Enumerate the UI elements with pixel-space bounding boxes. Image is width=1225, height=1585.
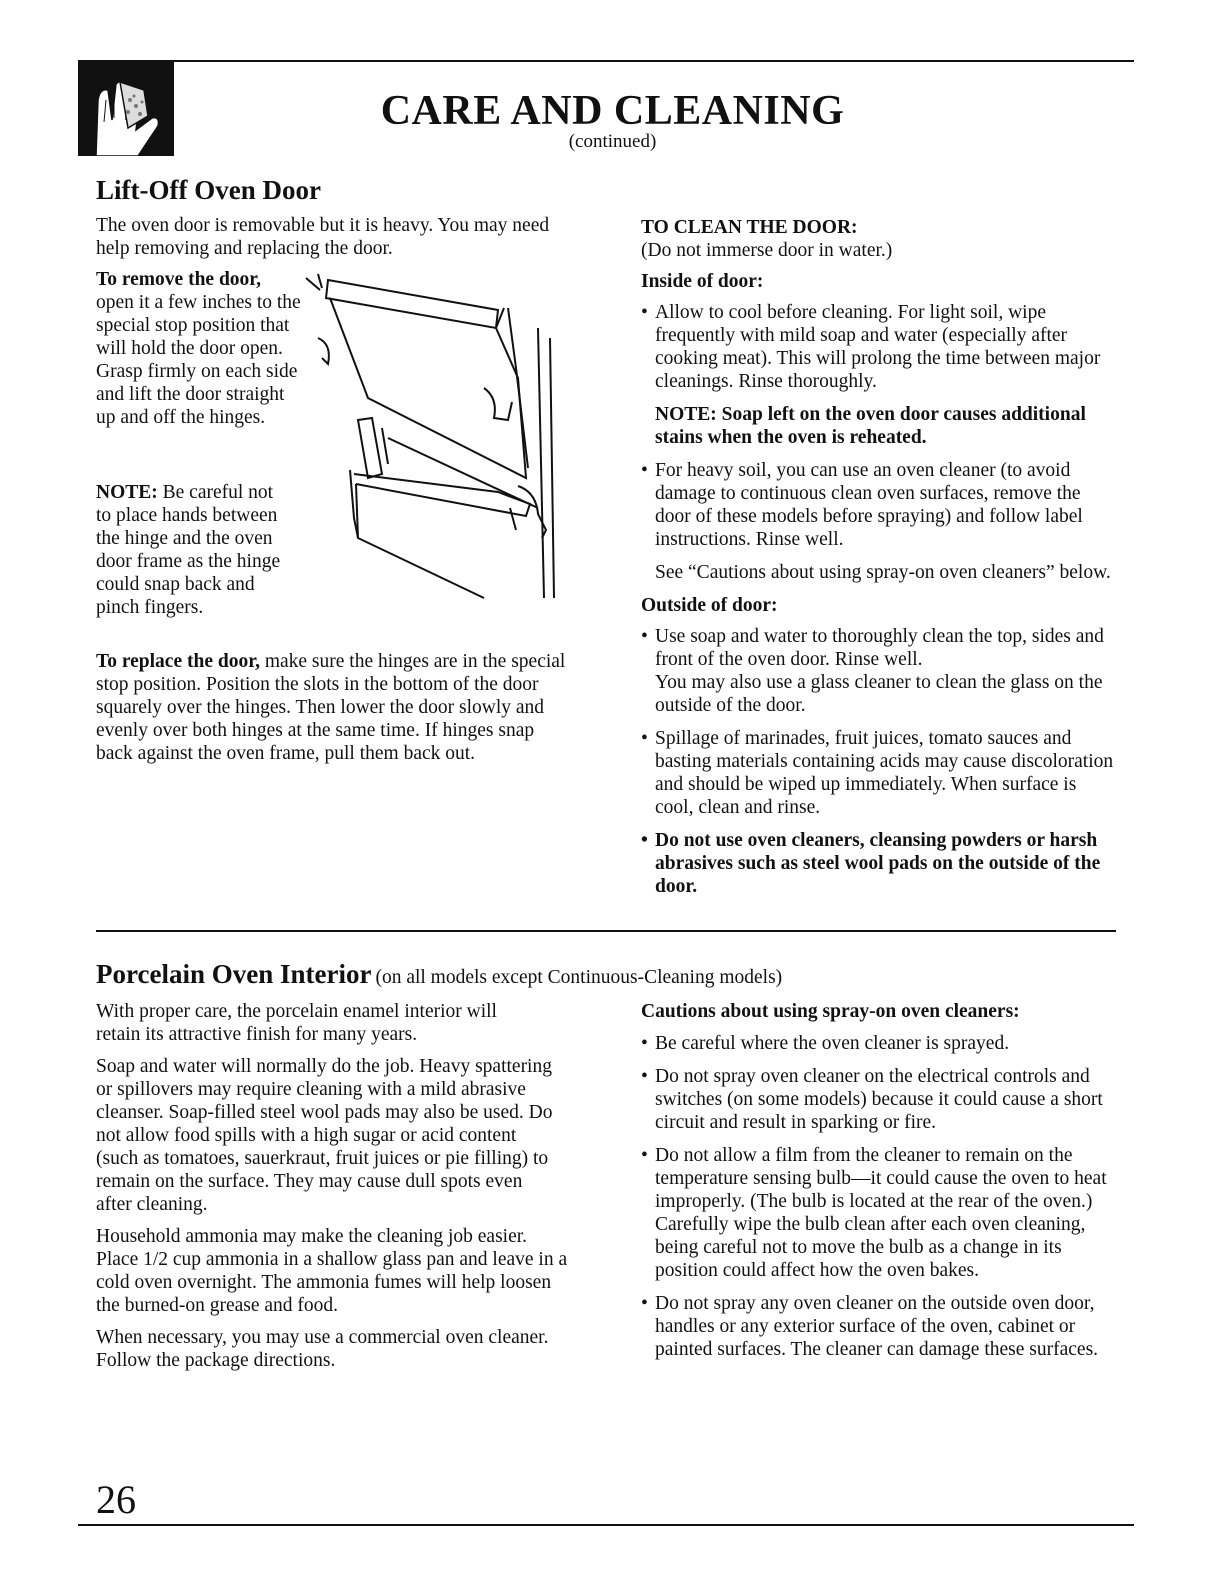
bottom-rule: [78, 1524, 1134, 1526]
clean-door-heading: TO CLEAN THE DOOR:: [641, 217, 858, 238]
lift-off-intro: The oven door is removable but it is heavy. You may need help removing and replacing the door.: [96, 215, 550, 259]
porcelain-p4: When necessary, you may use a commercial oven cleaner. Follow the package directions.: [96, 1327, 549, 1371]
remove-door-lead: To remove the door,: [96, 269, 262, 290]
list-item: • Do not use oven cleaners, cleansing powders or harsh abrasives such as steel wool pads on the outside of the door.: [641, 830, 1101, 897]
porcelain-section: [96, 1000, 571, 1372]
cautions-list: [641, 1032, 1116, 1361]
porcelain-heading: [96, 958, 1116, 990]
soap-note: NOTE: Soap left on the oven door causes additional stains when the oven is reheated.: [655, 404, 1086, 448]
lift-off-heading: Lift-Off Oven Door: [96, 175, 321, 205]
list-item: • Use soap and water to thoroughly clean the top, sides and front of the oven door. Rinse well.: [641, 626, 1104, 670]
list-item: • Do not spray any oven cleaner on the outside oven door, handles or any exterior surface of the oven, cabinet or painted surfaces. The cleaner can damage these surfaces.: [641, 1293, 1099, 1360]
clean-door-section: [641, 216, 1116, 908]
replace-door-lead: To replace the door,: [96, 651, 260, 672]
section-divider: [96, 930, 1116, 932]
hinge-note-text: Be careful not to place hands between the hinge and the oven door frame as the hinge could snap back and pinch fingers.: [96, 482, 281, 618]
glass-cleaner-note: You may also use a glass cleaner to clean the glass on the outside of the door.: [655, 672, 1103, 716]
hinge-note-lead: NOTE:: [96, 482, 158, 503]
inside-door-heading: Inside of door:: [641, 271, 764, 292]
clean-door-subheading: (Do not immerse door in water.): [641, 240, 893, 261]
outside-door-heading: Outside of door:: [641, 595, 778, 616]
page-title: [0, 88, 1225, 152]
porcelain-p1: With proper care, the porcelain enamel interior will retain its attractive finish for many years.: [96, 1001, 497, 1045]
cautions-section: [641, 1000, 1116, 1371]
remove-door-paragraph: [96, 268, 301, 429]
porcelain-p3: Household ammonia may make the cleaning job easier. Place 1/2 cup ammonia in a shallow glass pan and leave in a cold oven overnight. The ammonia fumes will help loosen the burned-on grease and food.: [96, 1226, 568, 1316]
list-item: • Be careful where the oven cleaner is sprayed.: [641, 1033, 1010, 1054]
porcelain-heading-note: (on all models except Continuous-Cleaning models): [375, 967, 783, 988]
subtitle-text: (continued): [568, 131, 657, 152]
page-number: 26: [96, 1477, 136, 1522]
top-rule: [78, 60, 1134, 62]
see-cautions-note: See “Cautions about using spray-on oven cleaners” below.: [655, 562, 1111, 583]
oven-door-removal-illustration: [298, 268, 568, 600]
list-item: • Do not allow a film from the cleaner to remain on the temperature sensing bulb—it could cause the oven to heat improperly. (The bulb is located at the rear of the oven.) Carefully wipe the bulb clean after each oven cleaning, being careful not to move the bulb as a change in its position could affect how the oven bakes.: [641, 1145, 1107, 1281]
outside-door-list: [641, 625, 1116, 671]
remove-door-text: open it a few inches to the special stop position that will hold the door open. Grasp firmly on each side and lift the door straight up and off the hinges.: [96, 292, 301, 428]
outside-door-list-2: [641, 727, 1116, 898]
cautions-heading: Cautions about using spray-on oven cleaners:: [641, 1001, 1020, 1022]
list-item: • Do not spray oven cleaner on the electrical controls and switches (on some models) because it could cause a short circuit and result in sparking or fire.: [641, 1066, 1103, 1133]
hinge-note-paragraph: [96, 481, 291, 619]
list-item: • Spillage of marinades, fruit juices, tomato sauces and basting materials containing acids may cause discoloration and should be wiped up immediately. When surface is cool, clean and rinse.: [641, 728, 1114, 818]
replace-door-text: make sure the hinges are in the special stop position. Position the slots in the bottom of the door squarely over the hinges. Then lower the door slowly and evenly over both hinges at the same time. If hinges snap back against the oven frame, pull them back out.: [96, 651, 566, 764]
title-text: CARE AND CLEANING: [380, 88, 845, 134]
list-item: • Allow to cool before cleaning. For light soil, wipe frequently with mild soap and water (especially after cooking meat). This will prolong the time between major cleanings. Rinse thoroughly.: [641, 302, 1101, 392]
porcelain-heading-title: Porcelain Oven Interior: [96, 959, 372, 989]
inside-door-list-2: [641, 459, 1116, 551]
replace-door-paragraph: [96, 650, 566, 765]
list-item: • For heavy soil, you can use an oven cleaner (to avoid damage to continuous clean oven surfaces, remove the door of these models before spraying) and follow label instructions. Rinse well.: [641, 460, 1083, 550]
inside-door-list: [641, 301, 1116, 393]
porcelain-p2: Soap and water will normally do the job. Heavy spattering or spillovers may require cleaning with a mild abrasive cleanser. Soap-filled steel wool pads may also be used. Do not allow food spills with a high sugar or acid content (such as tomatoes, sauerkraut, fruit juices or pie filling) to remain on the surface. They may cause dull spots even after cleaning.: [96, 1056, 553, 1215]
